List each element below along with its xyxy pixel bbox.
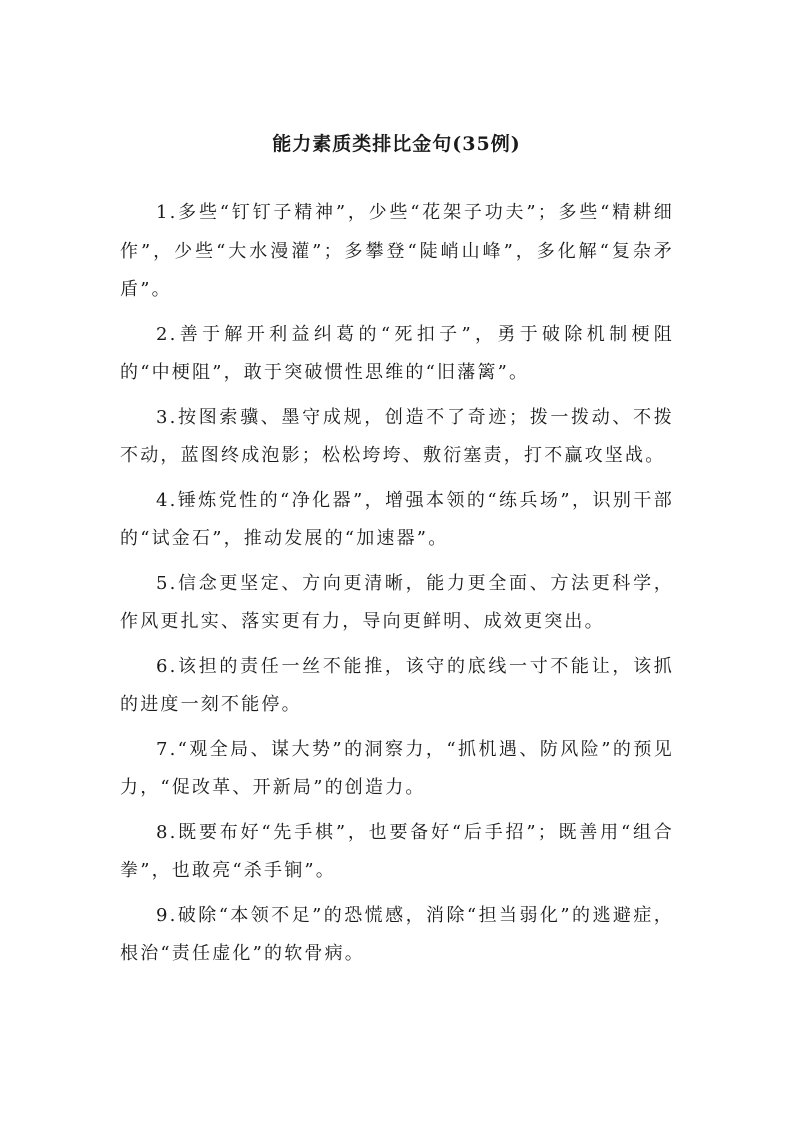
paragraph-1: 1.多些“钉钉子精神”，少些“花架子功夫”；多些“精耕细作”，少些“大水漫灌”；多攀登“陡峭山峰”，多化解“复杂矛盾”。	[120, 202, 674, 300]
paragraph-5: 5.信念更坚定、方向更清晰，能力更全面、方法更科学，作风更扎实、落实更有力，导向更鲜明、成效更突出。	[120, 572, 674, 632]
paragraph-2: 2.善于解开利益纠葛的“死扣子”，勇于破除机制梗阻的“中梗阻”，敢于突破惯性思维的“旧藩篱”。	[120, 323, 674, 383]
paragraph-4: 4.锤炼党性的“净化器”，增强本领的“练兵场”，识别干部的“试金石”，推动发展的“加速器”。	[120, 489, 674, 549]
document-body	[120, 194, 674, 980]
paragraph-8: 8.既要布好“先手棋”，也要备好“后手招”；既善用“组合拳”，也敢亮“杀手锏”。	[120, 821, 674, 881]
paragraph-9: 9.破除“本领不足”的恐慌感，消除“担当弱化”的逃避症，根治“责任虚化”的软骨病。	[120, 904, 674, 964]
paragraph-3: 3.按图索骥、墨守成规，创造不了奇迹；拨一拨动、不拨不动，蓝图终成泡影；松松垮垮、敷衍塞责，打不赢攻坚战。	[120, 406, 674, 466]
paragraph-6: 6.该担的责任一丝不能推，该守的底线一寸不能让，该抓的进度一刻不能停。	[120, 655, 674, 715]
paragraph-7: 7.“观全局、谋大势”的洞察力，“抓机遇、防风险”的预见力，“促改革、开新局”的创造力。	[120, 738, 674, 798]
document-title: 能力素质类排比金句(35例)	[272, 133, 521, 155]
